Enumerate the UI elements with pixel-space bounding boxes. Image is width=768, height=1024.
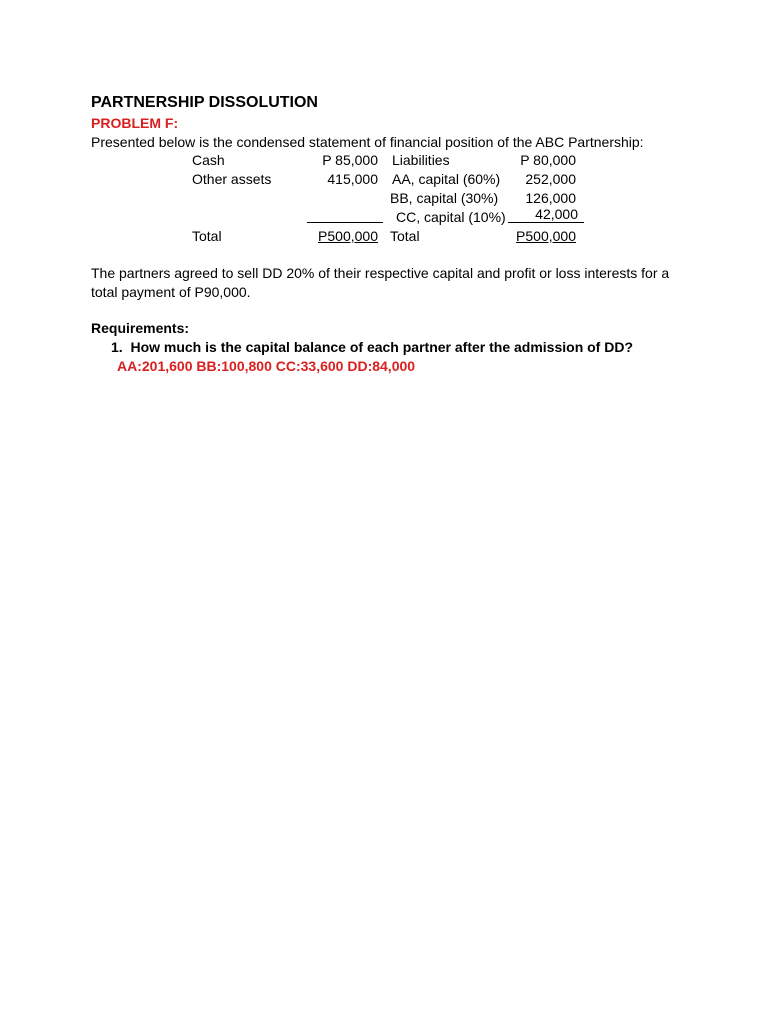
statement-left-amount: P 85,000 bbox=[322, 152, 378, 168]
statement-right-amount: 252,000 bbox=[525, 171, 576, 187]
requirements-heading: Requirements: bbox=[91, 320, 190, 336]
requirement-answer-1: AA:201,600 BB:100,800 CC:33,600 DD:84,000 bbox=[117, 358, 416, 374]
statement-left-amount: 415,000 bbox=[327, 171, 378, 187]
page-title: PARTNERSHIP DISSOLUTION bbox=[91, 94, 318, 111]
total-amount-right: P500,000 bbox=[516, 228, 576, 244]
intro-text: Presented below is the condensed statement of financial position of the ABC Partnership: bbox=[91, 134, 644, 150]
paragraph-line-1: The partners agreed to sell DD 20% of their respective capital and profit or loss interests for a bbox=[91, 265, 670, 281]
paragraph-line-2: total payment of P90,000. bbox=[91, 284, 251, 300]
total-label-left: Total bbox=[192, 228, 222, 244]
statement-right-label: Liabilities bbox=[392, 152, 450, 168]
total-label-right: Total bbox=[390, 228, 420, 244]
problem-label: PROBLEM F: bbox=[91, 115, 179, 131]
statement-left-label: Other assets bbox=[192, 171, 272, 187]
statement-left-label: Cash bbox=[192, 152, 225, 168]
statement-right-label: AA, capital (60%) bbox=[392, 171, 501, 187]
statement-right-label: CC, capital (10%) bbox=[396, 209, 506, 225]
statement-right-amount: 42,000 bbox=[535, 206, 578, 222]
statement-right-amount: 126,000 bbox=[525, 190, 576, 206]
statement-right-label: BB, capital (30%) bbox=[390, 190, 499, 206]
requirement-question-1: 1. How much is the capital balance of each partner after the admission of DD? bbox=[111, 339, 634, 355]
left-subtotal-line bbox=[307, 222, 383, 223]
statement-right-amount: P 80,000 bbox=[520, 152, 576, 168]
right-subtotal-line bbox=[508, 222, 584, 223]
total-amount-left: P500,000 bbox=[318, 228, 378, 244]
